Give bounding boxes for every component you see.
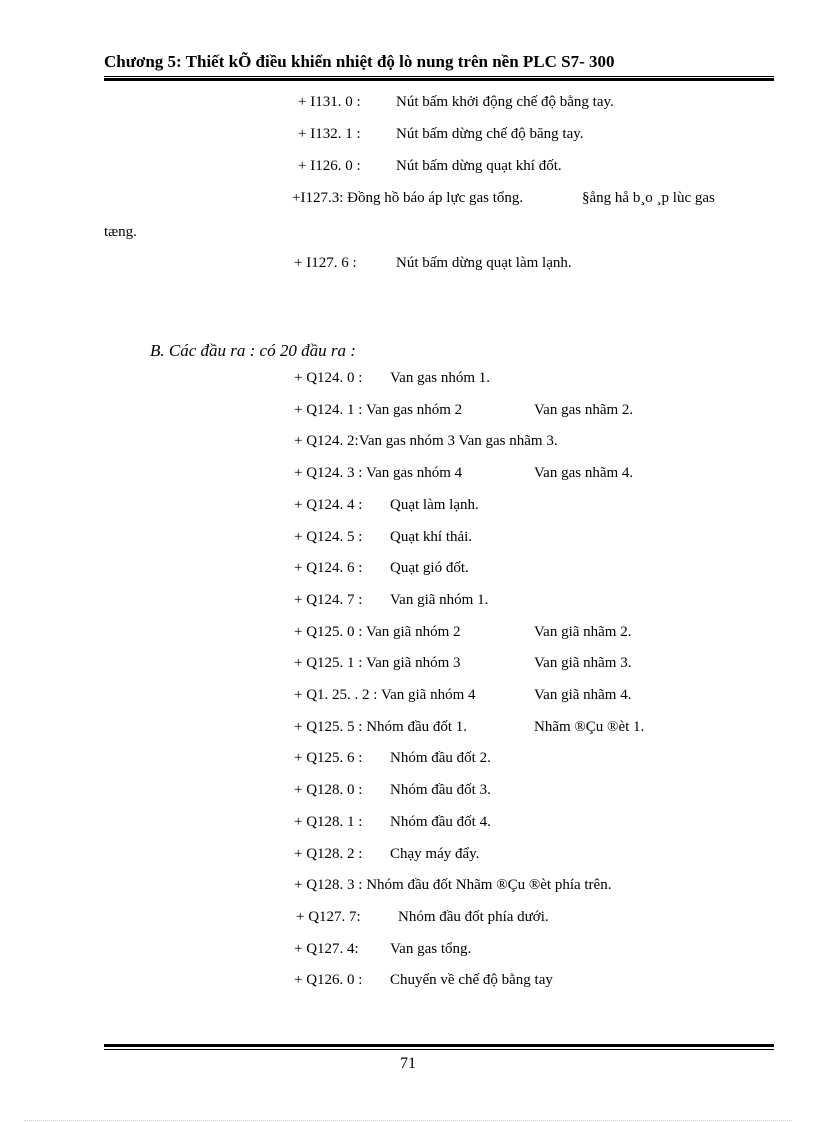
output-code: + Q128. 0 : [294,782,363,799]
input-code: + I127. 6 : [294,255,357,271]
input-code: + I131. 0 : [298,94,361,110]
header-rule-thin [104,76,774,77]
output-item [294,685,632,705]
footer-rule-thin [104,1049,774,1050]
output-extra: Nhãm ®Çu ®èt 1. [534,718,645,735]
output-code: + Q124. 5 : [294,528,363,545]
output-item [294,970,553,990]
output-code: + Q126. 0 : [294,972,363,989]
output-item [294,590,489,610]
input-desc: Nút bấm dừng quạt khí đốt. [396,158,562,174]
input-wrap-text: tæng. [104,224,137,240]
output-code: + Q127. 7: [296,908,361,925]
input-item-2 [298,124,584,144]
input-desc: Nút bấm dừng chế độ băng tay. [396,126,584,142]
input-item-1 [298,92,614,112]
output-item [294,875,611,895]
output-code: + Q124. 6 : [294,560,363,577]
section-title: B. Các đầu ra : có 20 đầu ra : [150,341,356,360]
output-item [294,368,490,388]
input-item-4 [292,188,715,208]
input-desc: Nút bấm khởi động chế độ bằng tay. [396,94,614,110]
output-item [294,780,491,800]
output-code: + Q125. 0 : Van giã nhóm 2 [294,623,461,640]
output-desc: Quạt khí thải. [390,528,473,545]
output-code: + Q124. 1 : Van gas nhóm 2 [294,401,463,418]
output-item [294,622,632,642]
output-code: + Q124. 2:Van gas nhóm 3 Van gas nhãm 3. [294,433,558,450]
output-code: + Q1. 25. . 2 : Van giã nhóm 4 [294,687,476,703]
output-item [294,748,491,768]
output-item [294,463,634,483]
output-code: + Q125. 5 : Nhóm đầu đốt 1. [294,718,468,735]
output-desc: Quạt làm lạnh. [390,496,479,513]
input-code: + I132. 1 : [298,126,361,142]
output-item [294,939,472,959]
output-code: + Q124. 0 : [294,370,363,386]
output-desc: Nhóm đầu đốt 4. [390,813,491,830]
output-code: + Q125. 1 : Van giã nhóm 3 [294,655,461,672]
output-desc: Chuyển về chế độ bằng tay [390,972,553,989]
output-desc: Van gas tổng. [390,940,472,957]
output-desc: Nhóm đầu đốt 3. [390,782,491,799]
output-item [296,907,549,927]
page-edge-dots [24,1120,792,1121]
output-desc: Nhóm đầu đốt 2. [390,750,491,767]
output-extra: Van giã nhãm 3. [534,655,632,672]
output-extra: Van giã nhãm 4. [534,687,632,703]
output-extra: Van gas nhãm 4. [534,465,634,482]
input-item-3 [298,156,562,176]
input-code: + I126. 0 : [298,158,361,174]
input-item-5 [294,253,572,273]
output-item [294,812,491,832]
output-desc: Quạt gió đốt. [390,560,469,577]
output-desc: Van giã nhóm 1. [390,591,489,608]
output-item [294,400,634,420]
footer-rule-thick [104,1044,774,1047]
output-item [294,495,479,515]
output-extra: Van giã nhãm 2. [534,623,632,640]
input-code: +I127.3: Đồng hồ báo áp lực gas tổng. [292,190,524,206]
output-extra: Van gas nhãm 2. [534,401,634,418]
output-item [294,717,645,737]
output-item [294,431,558,451]
output-code: + Q128. 3 : Nhóm đầu đốt Nhãm ®Çu ®èt phía trên. [294,877,612,894]
output-desc: Van gas nhóm 1. [390,370,490,386]
page-number: 71 [400,1055,416,1072]
output-item [294,527,473,547]
output-code: + Q127. 4: [294,940,359,957]
output-code: + Q128. 1 : [294,813,363,830]
page-header: Chương 5: Thiết kÕ điều khiển nhiệt độ lò nung trên nền PLC S7- 300 [104,52,615,71]
output-code: + Q124. 4 : [294,496,363,513]
output-code: + Q125. 6 : [294,750,363,767]
header-rule-thick [104,78,774,81]
output-item [294,653,632,673]
output-desc: Chạy máy đẩy. [390,845,480,862]
output-desc: Nhóm đầu đốt phía dưới. [398,908,549,925]
output-item [294,558,469,578]
output-code: + Q124. 3 : Van gas nhóm 4 [294,465,463,482]
output-code: + Q128. 2 : [294,845,363,862]
input-desc: Nút bấm dừng quạt làm lạnh. [396,255,572,271]
input-desc: §ång hå b¸o ¸p lùc gas [582,190,715,206]
output-code: + Q124. 7 : [294,591,363,608]
output-item [294,844,480,864]
